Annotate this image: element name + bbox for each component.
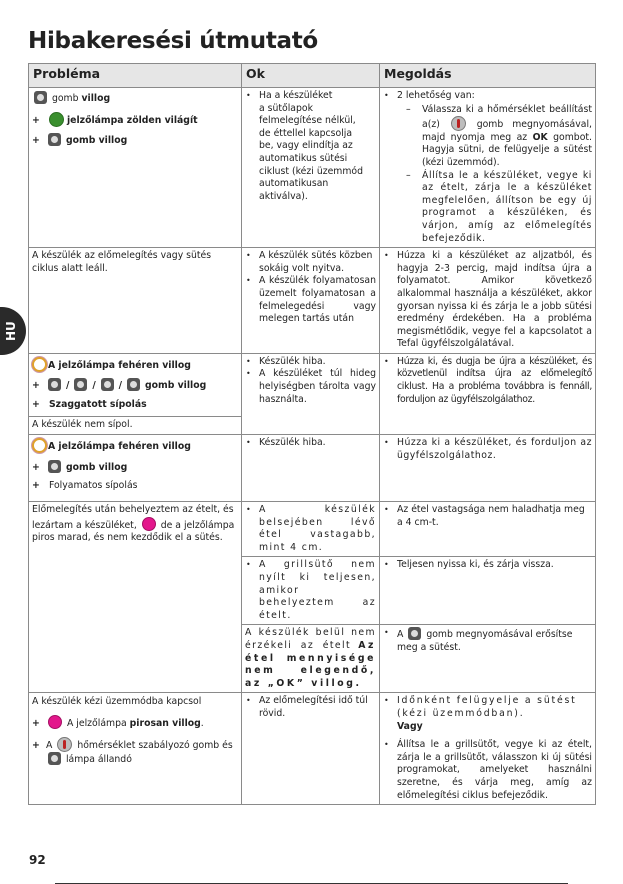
solution-cell: • A gomb megnyomásával erősítse meg a sütést. (380, 625, 596, 693)
problem-text-bold: pirosan villog (129, 717, 201, 729)
cause-text: • Az előmelegítési idő túl rövid. (245, 695, 376, 720)
problem-cell (29, 502, 242, 693)
solution-cell: • 2 lehetőség van: – Válassza ki a hőmérséklet beállítást a(z) gomb megnyomásával, majd nyomja meg az OK gombot. Hagyja sütni, de felügyelje a sütést (kézi üzemmód). – Állítsa le a készüléket, vegye ki az ételt, zárja le a készüléket megfelelően, állítson be egy új programot a készüléken, és várjon, amíg az előmelegítés befejeződik. (380, 88, 596, 248)
pink-light-icon (48, 715, 62, 729)
button-icon (48, 133, 61, 146)
button-icon (48, 752, 61, 765)
problem-text-bold: gomb villog (65, 135, 128, 147)
header-solution: Megoldás (380, 64, 596, 88)
cause-text: • Készülék hiba. (245, 437, 376, 450)
page-title: Hibakeresési útmutató (28, 28, 318, 54)
problem-text: A készülék az előmelegítés vagy sütés ciklus alatt leáll. (32, 250, 212, 274)
button-icon (34, 91, 47, 104)
solution-text: Időnként felügyelje a sütést (kézi üzemmódban). (397, 695, 577, 719)
problem-text: A készülék kézi üzemmódba kapcsol (32, 696, 202, 708)
problem-text: Előmelegítés után behelyeztem az ételt, és lezártam a készüléket, (32, 504, 234, 531)
white-light-icon (32, 357, 47, 372)
table-row (29, 502, 596, 557)
table-row (29, 248, 596, 354)
button-icon (74, 378, 87, 391)
table-row (29, 435, 596, 502)
solution-cell (380, 353, 596, 434)
thermometer-icon (451, 116, 466, 131)
problem-text: de a jelzőlámpa piros marad, és nem kezdődik el a sütés. (32, 519, 235, 544)
troubleshooting-table (28, 63, 596, 805)
problem-text-bold: Szaggatott sípolás (48, 399, 147, 411)
solution-text: • Húzza ki a készüléket az aljzatból, és hagyja 2-3 percig, majd indítsa újra a folyamatot. Amikor következő alkalommal használja a készüléket, akkor gyorsan nyissa ki és zárja le a jobb sütési eredmény érdekében. Ha a probléma megismétlődik, vegye fel a kapcsolatot a Tefal ügyfélszolgálatával. (383, 250, 592, 351)
cause-cell: • Ha a készüléket a sütőlapok felmelegítése nélkül, de éttellel kapcsolja be, vagy elindítja az automatikus sütési ciklust (kézi üzemmód automatikusan aktiválva). (242, 88, 380, 248)
problem-cell: A jelzőlámpa fehéren villog + gomb villog + Folyamatos sípolás (29, 435, 242, 502)
solution-cell (380, 248, 596, 354)
button-icon (127, 378, 140, 391)
green-light-icon (49, 112, 64, 127)
solution-text: • Teljesen nyissa ki, és zárja vissza. (383, 559, 592, 572)
table-header-row (29, 64, 596, 88)
solution-text: • Állítsa le a grillsütőt, vegye ki az ételt, zárja le a grillsütőt, válasszon ki új sütési programokat, amelyeket használni szeretne, és várja meg, amíg az előmelegítési ciklus befejeződik. (383, 739, 592, 802)
cause-text: • A készüléket túl hideg helyiségben tárolta vagy használta. (245, 368, 376, 406)
cause-cell (242, 502, 380, 557)
cause-text: • A grillsütő nem nyílt ki teljesen, amikor behelyeztem az ételt. (245, 559, 376, 622)
solution-cell (380, 693, 596, 805)
white-light-icon (32, 438, 47, 453)
problem-cell: gomb villog + jelzőlámpa zölden világít + gomb villog (29, 88, 242, 248)
solution-text: • Az étel vastagsága nem haladhatja meg a 4 cm-t. (383, 504, 592, 529)
problem-text-bold: gomb villog (65, 461, 128, 473)
cause-cell (242, 435, 380, 502)
solution-text: 2 lehetőség van: (397, 90, 475, 101)
cause-cell (242, 248, 380, 354)
header-cause: Ok (242, 64, 380, 88)
problem-text-bold: jelzőlámpa zölden világít (67, 114, 198, 126)
cause-cell (242, 625, 380, 693)
problem-cell (29, 248, 242, 354)
problem-cell: A jelzőlámpa fehéren villog + / / / gomb villog + Szaggatott sípolás A készülék nem sípol. (29, 353, 242, 434)
cause-text-bold: Az étel mennyisége nem elegendő, az „OK” villog. (245, 639, 376, 689)
solution-cell (380, 502, 596, 557)
solution-cell (380, 557, 596, 625)
pink-light-icon (142, 517, 156, 531)
solution-cell (380, 435, 596, 502)
language-tab-label: HU (4, 321, 18, 341)
problem-text: Folyamatos sípolás (48, 480, 138, 492)
solution-text: – Állítsa le a készüléket, vegye ki az ételt, zárja le a készüléket megfelelően, állítson be egy új programot a készüléken, és várjon, amíg az előmelegítés befejeződik. (397, 170, 592, 246)
button-icon (408, 627, 421, 640)
problem-text-bold: A jelzőlámpa fehéren villog (48, 359, 191, 371)
cause-cell (242, 693, 380, 805)
cause-cell (242, 353, 380, 434)
cause-text: A készülék belül nem érzékeli az ételt (245, 627, 376, 651)
language-tab (0, 307, 26, 355)
page-number: 92 (29, 853, 46, 867)
cause-text: • A készülék folyamatosan üzemelt folyamatosan a felmelegedési vagy melegen tartás után (245, 275, 376, 325)
problem-text-bold: villog (81, 93, 111, 104)
problem-text-bold: A jelzőlámpa fehéren villog (48, 441, 191, 453)
solution-text-bold: Vagy (397, 720, 423, 732)
problem-text-bold: gomb villog (145, 380, 207, 392)
table-row (29, 353, 596, 434)
cause-cell (242, 557, 380, 625)
cause-text: • A készülék sütés közben sokáig volt nyitva. (245, 250, 376, 275)
problem-cell: A készülék kézi üzemmódba kapcsol + A jelzőlámpa pirosan villog. + A hőmérséklet szabályozó gomb és lámpa állandó (29, 693, 242, 805)
thermometer-icon (57, 737, 72, 752)
button-icon (101, 378, 114, 391)
button-icon (48, 378, 61, 391)
solution-text: gomb megnyomásával erősítse meg a sütést. (397, 629, 573, 653)
problem-text: gomb (51, 93, 79, 104)
table-row (29, 693, 596, 805)
solution-text: • Húzza ki a készüléket, és forduljon az ügyfélszolgálathoz. (383, 437, 592, 462)
header-problem: Probléma (29, 64, 242, 88)
solution-text: • Húzza ki, és dugja be újra a készüléket, és közvetlenül indítsa újra az előmelegítő ciklust. Ha a probléma továbbra is fennáll, forduljon az ügyfélszolgálathoz. (383, 356, 592, 406)
button-icon (48, 460, 61, 473)
table-row (29, 88, 596, 248)
cause-text: • Készülék hiba. (245, 356, 376, 369)
problem-text: A készülék nem sípol. (29, 416, 241, 435)
cause-text: • A készülék belsejében lévő étel vastagabb, mint 4 cm. (245, 504, 376, 554)
